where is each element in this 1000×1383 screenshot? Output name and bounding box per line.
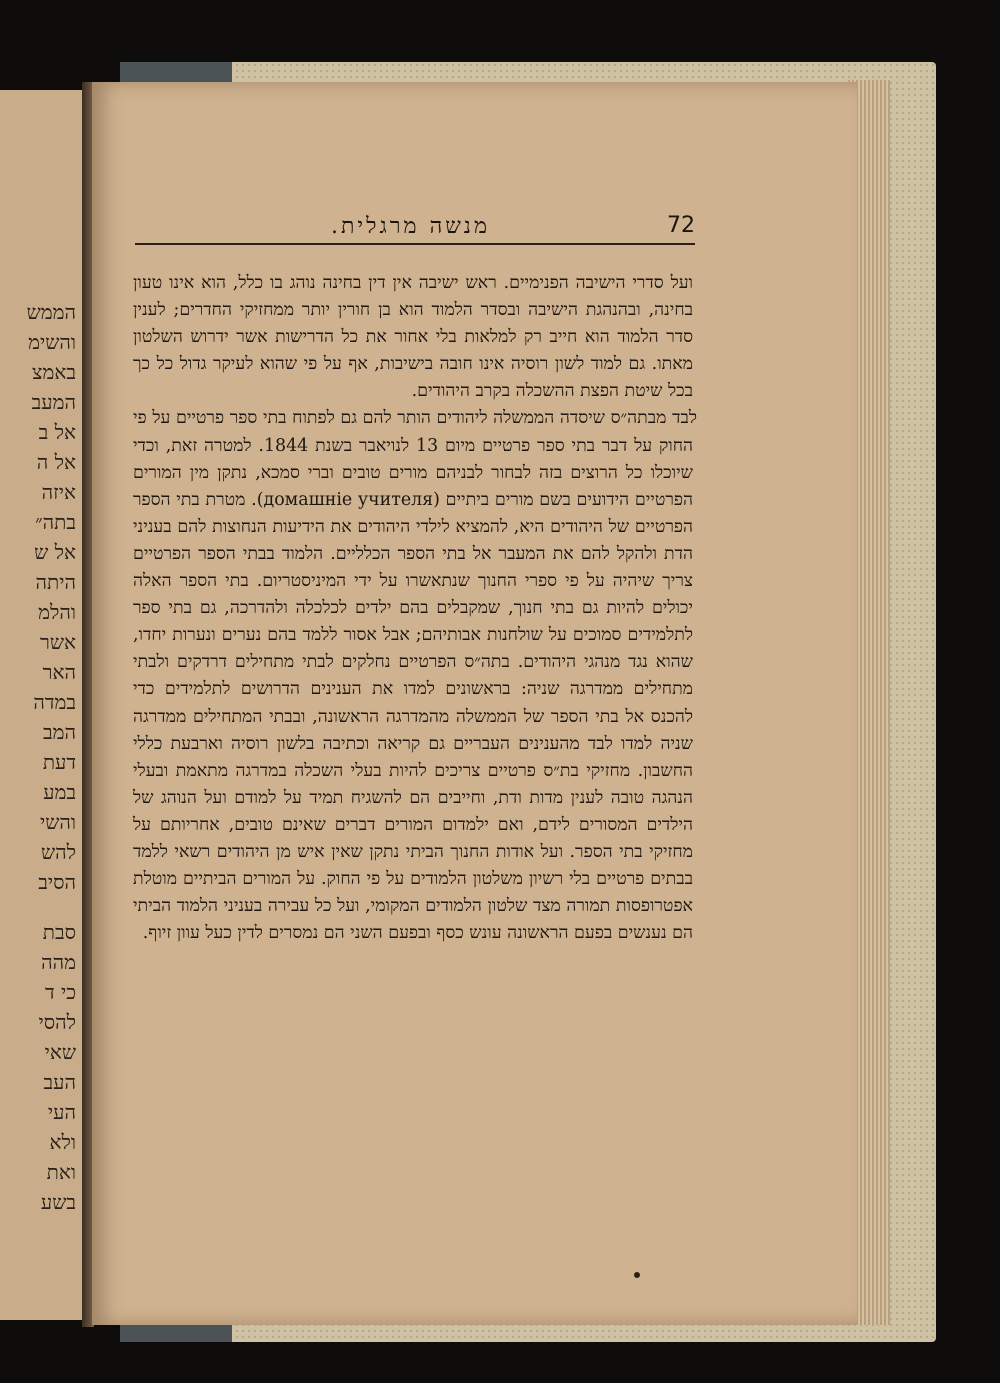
left-page-line: במע bbox=[43, 780, 76, 804]
left-page-line: אל ב bbox=[38, 420, 76, 444]
left-page-line: והשי bbox=[39, 810, 76, 834]
left-page-line: כי ד bbox=[45, 980, 76, 1004]
left-page-line: שאי bbox=[44, 1040, 76, 1064]
left-page-line: אל ש bbox=[34, 540, 76, 564]
left-page-line: המב bbox=[43, 720, 76, 744]
left-page-line: אשר bbox=[40, 630, 76, 654]
left-page-line: דעת bbox=[42, 750, 76, 774]
left-page-line: ולא bbox=[49, 1130, 76, 1154]
left-page-line: היתה bbox=[35, 570, 76, 594]
running-head: מנשה מרגלית. bbox=[331, 214, 490, 239]
left-page-line: בתה״ bbox=[35, 510, 76, 534]
left-page-line: ואת bbox=[46, 1160, 76, 1184]
body-text bbox=[133, 270, 697, 947]
page-number: 72 bbox=[667, 213, 695, 238]
left-page-line: הסיב bbox=[38, 870, 76, 894]
left-page-line: בשע bbox=[40, 1190, 76, 1214]
left-page-line: האר bbox=[42, 660, 76, 684]
left-page-line: אל ה bbox=[36, 450, 76, 474]
ink-dot bbox=[634, 1272, 640, 1278]
left-page-line: מהה bbox=[41, 950, 76, 974]
paragraph: לבד מבתה״ס שיסדה הממשלה ליהודים הותר להם גם לפתוח בתי ספר פרטיים על פי החוק על דבר בתי ספר פרטיים מיום 13 לנויאבר בשנת 1844. למטרה זאת, וכדי שיוכלו כל הרוצים בזה לבחור לבניהם מורים טובים וברי סמכא, נתקן מין המורים הפרטיים הידועים בשם מורים ביתיים (домашніе учителя). מטרת בתי הספר הפרטיים של היהודים היא, להמציא לילדי היהודים את הידיעות הנחוצות להם בעניני הדת ולהקל להם את המעבר אל בתי הספר הכלליים. הלמוד בבתי הספר הפרטיים צריך שיהיה על פי ספרי החנוך שנתאשרו על ידי המיניסטריום. בתי הספר האלה יכולים להיות גם בתי חנוך, שמקבלים בהם ילדים לכלכלה ולהדרכה, גם בתי ספר לתלמידים סמוכים על שולחנות אבותיהם; אבל אסור ללמד בהם נערים ונערות יחדו, שהוא נגד מנהגי היהודים. בתה״ס הפרטיים נחלקים לבתי מתחילים דרדקים ולבתי מתחילים ממדרגה שניה: בראשונים למדו את הענינים הדרושים לתלמידים כדי להכנס אל בתי הספר של הממשלה מהמדרגה הראשונה, ובבתי המתחילים ממדרגה שניה למדו לבד מהענינים העבריים גם קריאה וכתיבה בלשון רוסיה וארבעת כללי החשבון. מחזיקי בת״ס פרטיים צריכים להיות בעלי השכלה במדרגה מתאמת ובעלי הנהגה טובה לענין מדות ודת, וחייבים הם להשגיח תמיד על למודם ועל הנוהג של הילדים המסורים לידם, ואם ילמדום המורים דברים שאינם טובים, אחריותם על מחזיקי בתי הספר. ועל אודות החנוך הביתי נתקן שאין איש מן היהודים רשאי ללמד בבתים פרטיים בלי רשיון משלטון הלמודים על פי החוק. על המורים הביתיים מוטלת אפטרופסות תמורה מצד שלטון הלמודים המקומי, ועל כל עבירה בעניני הלמוד הביתי הם נענשים בפעם הראשונה עונש כסף ובפעם השני הם נמסרים לדין כעל עוון זיוף. bbox=[133, 408, 697, 944]
paragraph: ועל סדרי הישיבה הפנימיים. ראש ישיבה אין דין בחינה נוהג בו כלל, הוא אינו טעון בחינה, ובהנהגת הישיבה ובסדר הלמוד הוא בן חורין יותר ממחזיקי החדרים; לענין סדר הלמוד הוא חייב רק למלאות בלי אחור את כל הדרישות אשר ידרוש השלטון מאתו. גם למוד לשון רוסיה אינו חובה בישיבות, אף על פי שהוא לעיקר גדול כל כך בכל שיטת הפצת ההשכלה בקרב היהודים. bbox=[133, 273, 693, 402]
left-page-line: המעב bbox=[31, 390, 76, 414]
left-page-line: הממש bbox=[26, 300, 76, 324]
left-page-line: סבת bbox=[42, 920, 76, 944]
left-page-line: להסי bbox=[38, 1010, 76, 1034]
left-page-line: להש bbox=[40, 840, 76, 864]
page-header bbox=[135, 213, 695, 243]
header-rule bbox=[135, 243, 695, 245]
left-page-line: העב bbox=[43, 1070, 76, 1094]
left-page-line: והלמ bbox=[38, 600, 76, 624]
left-page-line: העי bbox=[47, 1100, 76, 1124]
left-page-line: איזה bbox=[41, 480, 76, 504]
left-page bbox=[0, 90, 88, 1320]
left-page-line: והשימ bbox=[28, 330, 76, 354]
left-page-line: במדה bbox=[33, 690, 76, 714]
left-page-line: באמצ bbox=[32, 360, 76, 384]
